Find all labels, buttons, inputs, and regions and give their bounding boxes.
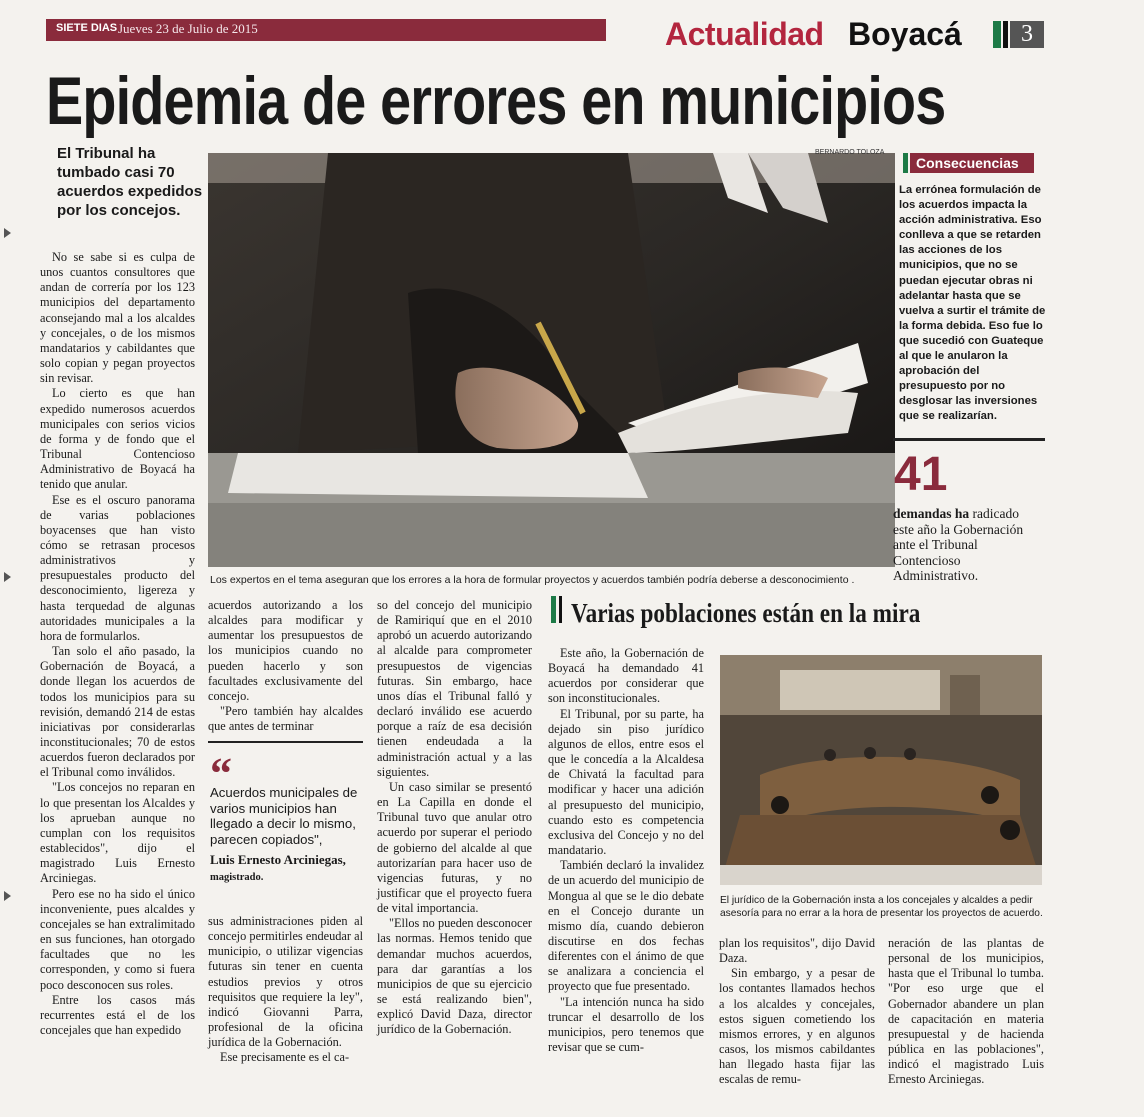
margin-arrow-icon [4, 891, 11, 901]
quote-author-role: magistrado. [210, 871, 264, 883]
quote-mark: “ [210, 749, 232, 798]
paragraph: Entre los casos más recurrentes está el de los concejales que han expedido [40, 992, 195, 1037]
body-column-5 [719, 936, 875, 1088]
section-title-actualidad: Actualidad [665, 16, 824, 52]
main-photo [208, 153, 895, 567]
page-number: 3 [1010, 21, 1044, 48]
paragraph: Pero ese no ha sido el único inconveniente, pues alcaldes y concejales se han extralimitado en sus funciones, han otorgado facultades que no les corresponden, y como si fuera poco desconocen sus roles. [40, 886, 195, 992]
paragraph: También declaró la invalidez de un acuerdo del municipio de Mongua al que se le dio debate en el Concejo durante un mismo día, cuando debieron discutirse en dos fechas diferentes con el ánimo de que se analizara a conciencia el proyecto que fue presentado. [548, 858, 704, 994]
subhead: Varias poblaciones están en la mira [571, 598, 921, 628]
stat-number: 41 [894, 448, 948, 501]
pull-quote: Acuerdos municipales de varios municipios han llegado a decir lo mismo, parecen copiados", [210, 785, 358, 847]
stat-text: radicado este año la Gobernación ante el Tribunal Contencioso Administrativo. [893, 506, 1024, 583]
paragraph: so del concejo del municipio de Ramiriquí que en el 2010 aprobó un acuerdo autorizando al alcalde para comprometer presupuestos de vigencias futuras. Sin embargo, hace unos días el Tribunal falló y declaró inválido ese acuerdo porque a raíz de esa decisión tienen endeudada a la administración actual y a las siguientes. [377, 598, 532, 779]
body-column-1 [40, 250, 195, 1038]
photo-caption: Los expertos en el tema aseguran que los errores a la hora de formular proyectos y acuerdos también podría deberse a desconocimiento . [210, 574, 855, 586]
divider [208, 741, 363, 743]
paragraph: neración de las plantas de personal de los municipios, hasta que el Tribunal lo tumba. "Por eso urge que el Gobernador abandere un plan de capacitación en materia presupuestal y de hacienda pública en las poblaciones", indicó el magistrado Luis Ernesto Arciniegas. [888, 936, 1044, 1087]
section-bar [46, 19, 606, 41]
paragraph: Este año, la Gobernación de Boyacá ha demandado 41 acuerdos por considerar que son inconstitucionales. [548, 646, 704, 706]
sidebar-marker [903, 153, 908, 173]
meeting-photo-caption: El jurídico de la Gobernación insta a los concejales y alcaldes a pedir asesoría para no errar a la hora de presentar los proyectos de acuerdo. [720, 895, 1043, 919]
page-marker-green [993, 21, 1001, 48]
section-title-boyaca: Boyacá [848, 16, 962, 52]
quote-author [210, 852, 370, 885]
paragraph: acuerdos autorizando a los alcaldes para modificar y aumentar los presupuestos de los municipios cuando no pueden hacerlo y son facultades exclusivamente del concejo. [208, 598, 363, 703]
section-label: SIETE DIAS [56, 22, 118, 34]
paragraph: sus administraciones piden al concejo permitirles endeudar al municipio, o utilizar vigencias futuras sin tener en cuenta estudios previos y otros requisitos que requiere la ley", indicó Giovanni Parra, profesional de la oficina jurídica de la Gobernación. [208, 914, 363, 1050]
meeting-photo [720, 655, 1042, 885]
subhead-marker-black [559, 596, 562, 623]
stat-bold: demandas ha [893, 506, 970, 521]
paragraph: plan los requisitos", dijo David Daza. [719, 936, 875, 966]
paragraph: Ese precisamente es el ca- [220, 1050, 350, 1065]
quote-author-name: Luis Ernesto Arciniegas, [210, 852, 346, 867]
deck: El Tribunal ha tumbado casi 70 acuerdos expedidos por los concejos. [57, 145, 203, 219]
paragraph: "Ellos no pueden desconocer las normas. Hemos tenido que demandar muchos acuerdos, para dar garantías a los municipios de que su ejercicio se está realizando bien", explicó David Daza, director jurídico de la Gobernación. [377, 916, 532, 1037]
paragraph: Ese es el oscuro panorama de varias poblaciones boyacenses que han visto cómo se retrasan procesos administrativos y presupuestales producto del desconocimiento, ligereza y hasta terquedad de algunas autoridades municipales a la hora de formularlos. [40, 492, 195, 643]
body-column-2-top [208, 598, 363, 734]
body-column-6 [888, 936, 1044, 1088]
paragraph: "La intención nunca ha sido truncar el desarrollo de los municipios, pero tenemos que revisar que se cum- [548, 994, 704, 1055]
paragraph: "Pero también hay alcaldes que antes de terminar [208, 704, 363, 734]
body-column-2-bottom [208, 914, 363, 1066]
paragraph: El Tribunal, por su parte, ha dejado sin piso jurídico algunos de ellos, entre esos el que le concedía a la Alcaldesa de Chivatá la facultad para modificar y hacer una adición al presupuesto del municipio, cuando esto es competencia exclusiva del Concejo y no del mandatario. [548, 706, 704, 858]
page-marker-black [1003, 21, 1008, 48]
margin-arrow-icon [4, 228, 11, 238]
paragraph: Lo cierto es que han expedido numerosos acuerdos municipales con serios vicios de forma y de fondo que el Tribunal Contencioso Administrativo de Boyacá ha tenido que anular. [40, 386, 195, 492]
paragraph: Tan solo el año pasado, la Gobernación de Boyacá, a donde llegan los acuerdos de todos los municipios para su revisión, demandó 214 de estas iniciativas por considerarlas inconstitucionales; 70 de estos acuerdos fueron declarados por el Tribunal como inválidos. [40, 644, 195, 780]
subhead-marker-green [551, 596, 556, 623]
stat-description [893, 506, 1043, 584]
paragraph: Un caso similar se presentó en La Capilla en donde el Tribunal tuvo que anular otro acuerdo por superar el periodo de gobierno del alcalde al que autorizarían para hacer uso de vigencias futuras, y no justificar que el proyecto fuera de vital importancia. [377, 779, 532, 916]
issue-date: Jueves 23 de Julio de 2015 [118, 21, 258, 36]
photo-credit: BERNARDO TOLOZA [815, 149, 885, 156]
paragraph: No se sabe si es culpa de unos cuantos consultores que andan de correría por los 123 municipios del departamento aconsejando mal a los alcaldes y concejales, o de los mismos mandatarios y cabildantes que solo copian y pegan proyectos sin revisar. [40, 250, 195, 386]
body-column-3 [377, 598, 532, 1038]
margin-arrow-icon [4, 572, 11, 582]
sidebar-title: Consecuencias [910, 153, 1034, 173]
sidebar-text: La errónea formulación de los acuerdos impacta la acción administrativa. Eso conlleva a que se retarden las acciones de los municipios, que no se puedan ejecutar obras ni adelantar hasta que se vuelva a surtir el trámite de la forma debida. Eso fue lo que sucedió con Guateque al que le anularon la aprobación del presupuesto por no desglosar las inversiones que se realizarían. [899, 184, 1046, 423]
paragraph: Sin embargo, y a pesar de los contantes llamados hechos a los alcaldes y concejales, estos siguen cometiendo los mismos errores, y en algunos casos, los mismos cabildantes han llegado hasta fijar las escalas de remu- [719, 966, 875, 1087]
headline: Epidemia de errores en municipios [46, 63, 946, 139]
body-column-4 [548, 646, 704, 1055]
divider [893, 438, 1045, 441]
paragraph: "Los concejos no reparan en lo que presentan los Alcaldes y los aprueban aunque no cumplan con los requisitos establecidos", dijo el magistrado Luis Ernesto Arciniegas. [40, 780, 195, 886]
